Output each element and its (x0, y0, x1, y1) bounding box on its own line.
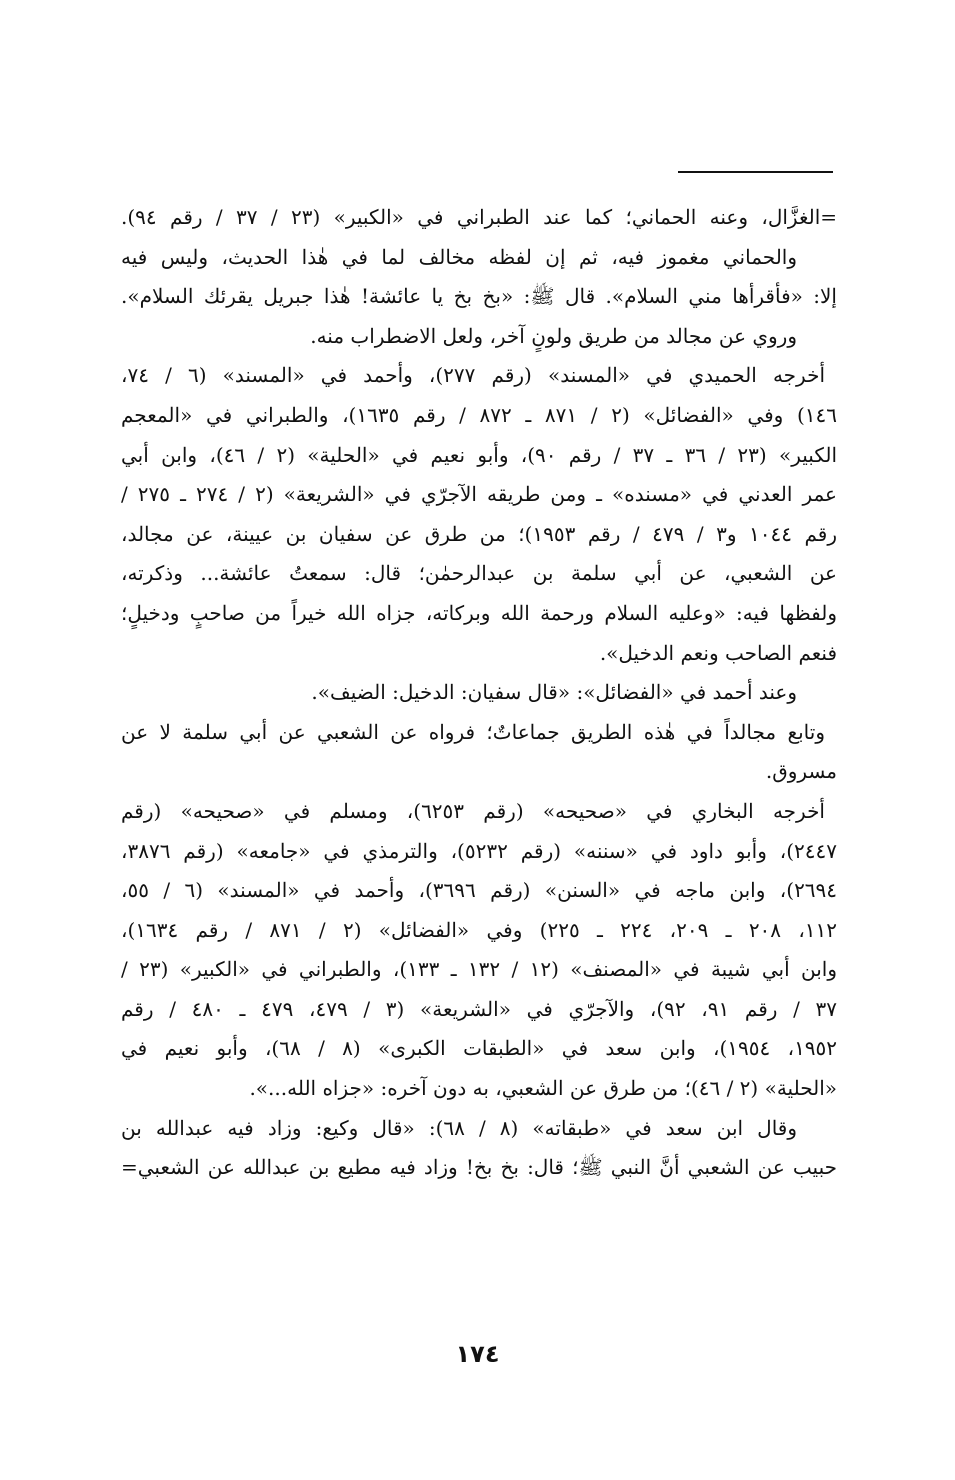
text-line: ١١٢، ٢٠٨ ـ ٢٠٩، ٢٢٤ ـ ٢٢٥) وفي «الفضائل» (٢ / ٨٧١ / رقم ١٦٣٤)، (121, 917, 837, 942)
text-line: وتابع مجالداً في هٰذه الطريق جماعاتٌ؛ فرواه عن الشعبي عن أبي سلمة لا عن (121, 719, 825, 744)
text-line: وعند أحمد في «الفضائل»: «قال سفيان: الدخيل: الضيف». (311, 680, 797, 705)
text-line: وروي عن مجالد من طريق ولونٍ آخر، ولعل الاضطراب منه. (310, 323, 797, 348)
text-line: أخرجه الحميدي في «المسند» (رقم ٢٧٧)، وأحمد في «المسند» (٦ / ٧٤، (121, 363, 825, 388)
text-line: ولفظها فيه: «وعليه السلام ورحمة الله وبركاته، جزاه الله خيراً من صاحبٍ ودخيلٍ؛ (121, 600, 837, 625)
text-line: وقال ابن سعد في «طبقاته» (٨ / ٦٨): «قال وكيع: وزاد فيه عبدالله بن (121, 1115, 798, 1140)
text-line: عمر العدني في «مسنده» ـ ومن طريقه الآجرّي في «الشريعة» (٢ / ٢٧٤ ـ ٢٧٥ / (121, 482, 837, 507)
text-line: ٢٦٩٤)، وابن ماجه في «السنن» (رقم ٣٦٩٦)، وأحمد في «المسند» (٦ / ٥٥، (121, 878, 837, 903)
text-line: ١٤٦) وفي «الفضائل» (٢ / ٨٧١ ـ ٨٧٢ / رقم ١٦٣٥)، والطبراني في «المعجم (121, 402, 837, 427)
text-line: =الغزَّال، وعنه الحماني؛ كما عند الطبراني في «الكبير» (٢٣ / ٣٧ / رقم ٩٤). (121, 205, 837, 229)
text-line: ٣٧ / رقم ٩١، ٩٢)، والآجرّي في «الشريعة» (٣ / ٤٧٩، ٤٧٩ ـ ٤٨٠ / رقم (121, 996, 837, 1021)
text-line: الكبير» (٢٣ / ٣٦ ـ ٣٧ / رقم ٩٠)، وأبو نعيم في «الحلية» (٢ / ٤٦)، وابن أبي (121, 442, 837, 467)
text-line: ١٩٥٢، ١٩٥٤)، وابن سعد في «الطبقات الكبرى» (٨ / ٦٨)، وأبو نعيم في (121, 1036, 837, 1061)
text-line: إلا: «فأقرأها مني السلام». قال ﷺ: «بخ بخ يا عائشة! هٰذا جبريل يقرئك السلام». (121, 284, 837, 309)
text-line: رقم ١٠٤٤ و٣ / ٤٧٩ / رقم ١٩٥٣)؛ من طرق عن سفيان بن عيينة، عن مجالد، (121, 521, 837, 546)
footnote-text (121, 198, 837, 1188)
text-line: فنعم الصاحب ونعم الدخيل». (599, 640, 837, 665)
page-number: ١٧٤ (455, 1340, 500, 1368)
text-line: أخرجه البخاري في «صحيحه» (رقم ٦٢٥٣)، ومسلم في «صحيحه» (رقم (121, 798, 825, 823)
footnote-separator-rule (678, 171, 833, 173)
text-line: حبيب عن الشعبي أنَّ النبي ﷺ؛ قال: بخ بخ! وزاد فيه مطيع بن عبدالله عن الشعبي= (121, 1155, 837, 1180)
text-line: «الحلية» (٢ / ٤٦)؛ من طرق عن الشعبي، به دون آخره: «جزاه الله...». (249, 1076, 837, 1101)
text-line: عن الشعبي، عن أبي سلمة بن عبدالرحمٰن؛ قال: سمعتُ عائشة... وذكرته، (121, 561, 837, 586)
text-line: والحماني مغموز فيه، ثم إن لفظه مخالف لما في هٰذا الحديث، وليس فيه (121, 244, 797, 269)
text-line: مسروق. (765, 759, 837, 784)
text-line: وابن أبي شيبة في «المصنف» (١٢ / ١٣٢ ـ ١٣٣)، والطبراني في «الكبير» (٢٣ / (121, 957, 837, 982)
text-line: ٢٤٤٧)، وأبو داود في «سننه» (رقم ٥٢٣٢)، والترمذي في «جامعه» (رقم ٣٨٧٦، (121, 838, 837, 863)
